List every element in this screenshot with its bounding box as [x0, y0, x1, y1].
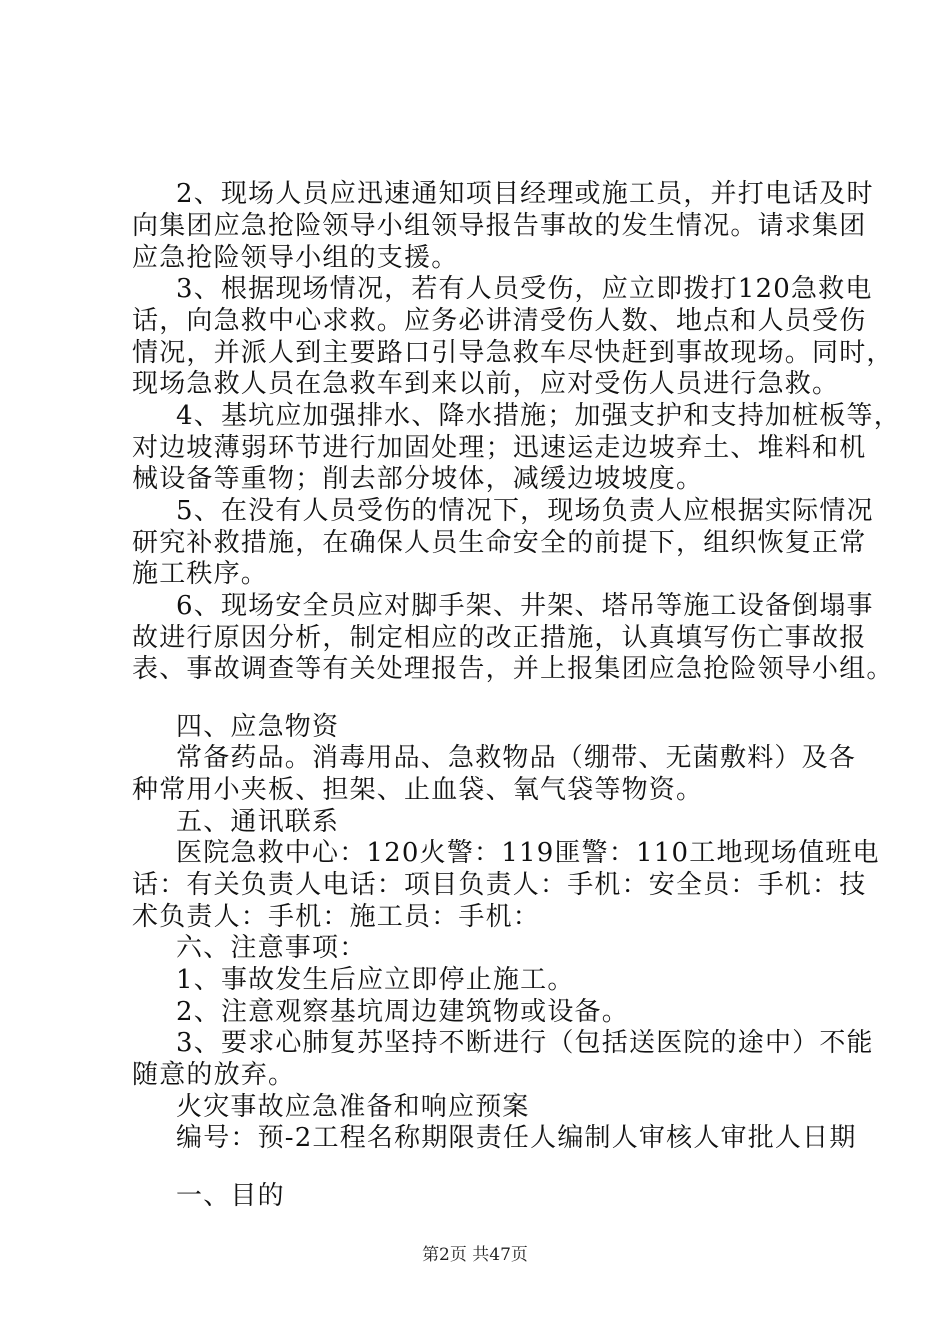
text-line: 术负责人：手机：施工员：手机： [132, 902, 541, 932]
text-line: 编号：预-2工程名称期限责任人编制人审核人审批人日期 [176, 1123, 857, 1153]
text-line: 施工秩序。 [132, 559, 269, 589]
text-line: 现场急救人员在急救车到来以前，应对受伤人员进行急救。 [132, 369, 840, 399]
text-line: 表、事故调查等有关处理报告，并上报集团应急抢险领导小组。 [132, 654, 894, 684]
text-line: 随意的放弃。 [132, 1060, 296, 1090]
text-line: 常备药品。消毒用品、急救物品（绷带、无菌敷料）及各 [176, 743, 857, 773]
page-footer: 第2页 共47页 [422, 1245, 528, 1265]
text-line: 研究补救措施，在确保人员生命安全的前提下，组织恢复正常 [132, 528, 867, 558]
text-line: 2、现场人员应迅速通知项目经理或施工员，并打电话及时 [176, 179, 874, 209]
text-line: 情况，并派人到主要路口引导急救车尽快赶到事故现场。同时， [132, 338, 894, 368]
text-line: 对边坡薄弱环节进行加固处理；迅速运走边坡弃土、堆料和机 [132, 433, 867, 463]
text-line: 向集团应急抢险领导小组领导报告事故的发生情况。请求集团 [132, 211, 867, 241]
section-heading: 一、目的 [176, 1181, 285, 1211]
text-line: 4、基坑应加强排水、降水措施；加强支护和支持加桩板等， [176, 401, 901, 431]
text-line: 3、根据现场情况，若有人员受伤，应立即拨打120急救电 [176, 274, 873, 304]
text-line: 医院急救中心：120火警：119匪警：110工地现场值班电 [176, 838, 880, 868]
text-line: 话，向急救中心求救。应务必讲清受伤人数、地点和人员受伤 [132, 306, 867, 336]
text-line: 2、注意观察基坑周边建筑物或设备。 [176, 997, 629, 1027]
section-heading: 四、应急物资 [176, 712, 340, 742]
document-title: 火灾事故应急准备和响应预案 [176, 1092, 530, 1122]
text-line: 3、要求心肺复苏坚持不断进行（包括送医院的途中）不能 [176, 1028, 874, 1058]
section-heading: 六、注意事项： [176, 933, 367, 963]
text-line: 6、现场安全员应对脚手架、井架、塔吊等施工设备倒塌事 [176, 591, 874, 621]
text-line: 种常用小夹板、担架、止血袋、氧气袋等物资。 [132, 775, 704, 805]
text-line: 应急抢险领导小组的支援。 [132, 243, 459, 273]
text-line: 械设备等重物；削去部分坡体，减缓边坡坡度。 [132, 464, 704, 494]
text-line: 1、事故发生后应立即停止施工。 [176, 965, 575, 995]
text-line: 故进行原因分析，制定相应的改正措施，认真填写伤亡事故报 [132, 623, 867, 653]
text-line: 话：有关负责人电话：项目负责人：手机：安全员：手机：技 [132, 870, 867, 900]
text-line: 5、在没有人员受伤的情况下，现场负责人应根据实际情况 [176, 496, 874, 526]
section-heading: 五、通讯联系 [176, 807, 340, 837]
